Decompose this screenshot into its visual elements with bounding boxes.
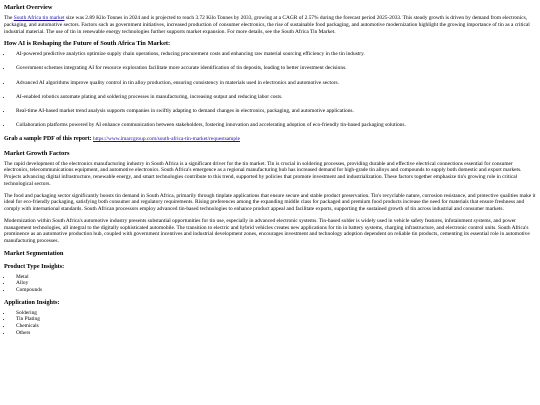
list-item: • Real-time AI-based market trend analysis supports companies in swiftly adapting to demand changes in electronics, packaging, and automotive applications. (12, 108, 536, 115)
sample-pdf-link[interactable]: https://www.imarcgroup.com/south-africa-tin-market/requestsample (93, 136, 240, 143)
growth-factors-heading: Market Growth Factors (4, 149, 70, 157)
growth-paragraph-automotive: Modernization within South Africa's automotive industry presents substantial opportunities for tin use, especially in advanced electronic systems. Tin-based solder is widely used in vehicle safety features, infotainment systems, and power management technologies, all integral to the digitally sophisticated automobile. The transition to electric and hybrid vehicles creates new applications for tin in battery systems, charging infrastructure, and electronic control units. South Africa's prominence as an automotive production hub, coupled with government incentives and industrial development zones, encourages investment and technology adoption dependent on reliable tin products, cementing its essential role in automotive manufacturing processes. (4, 217, 530, 245)
list-item: • Chemicals (12, 323, 536, 330)
market-overview-paragraph (4, 15, 536, 35)
ai-list (4, 51, 536, 128)
application-list (4, 310, 536, 337)
list-item: • Government schemes integrating AI for resource exploration facilitate more accurate identification of tin deposits, leading to better investment decisions. (12, 65, 536, 72)
list-item: • Soldering (12, 310, 536, 317)
product-type-heading: Product Type Insights: (4, 262, 65, 270)
sample-pdf-label: Grab a sample PDF of this report: (4, 136, 92, 143)
market-overview-heading: Market Overview (4, 4, 53, 11)
list-item: • AI-powered predictive analytics optimize supply chain operations, reducing procurement costs and enhancing raw material sourcing efficiency in the tin industry. (12, 51, 536, 58)
overview-body: size was 2.89 Kilo Tonnes in 2024 and is projected to reach 3.72 Kilo Tonnes by 2033, growing at a CAGR of 2.57% during the forecast period 2025-2033. This steady growth is driven by demand from electronics, packaging, and automotive sectors. Factors such as government initiatives, increased production of consumer electronics, the rise of sustainable food packaging, and automotive modernization highlight the growing importance of tin as a critical industrial material. The use of tin in renewable energy technologies further supports market expansion. For more details, see the South Africa Tin Market. (4, 15, 530, 35)
ai-section-heading: How AI is Reshaping the Future of South Africa Tin Market: (4, 40, 171, 48)
list-item: • Alloy (12, 280, 536, 287)
growth-paragraph-electronics: The rapid development of the electronics manufacturing industry in South Africa is a significant driver for the tin market. Tin is crucial in soldering processes, providing durable and effective electrical connections essential for consumer electronics, telecommunications equipment, and automotive electronics. South Africa's emergence as a regional manufacturing hub has increased demand for high-grade tin alloys and compounds to supply both domestic and export markets. Projects advancing digital infrastructure, renewable energy, and smart technologies contribute to this trend, supported by policies that promote investment and industrialization. These factors together emphasize tin's growing role in critical technological sectors. (4, 160, 522, 187)
list-item: • AI-enabled robotics automate plating and soldering processes in manufacturing, increasing output and reducing labor costs. (12, 94, 536, 101)
list-item: • Compounds (12, 287, 536, 294)
list-item: • Advanced AI algorithms improve quality control in tin alloy production, ensuring consistency in materials used in electronics and automotive sectors. (12, 80, 536, 87)
intro-the: The (4, 15, 14, 21)
market-segmentation-heading: Market Segmentation (4, 249, 64, 257)
sample-pdf-line (4, 136, 536, 144)
application-heading: Application Insights: (4, 298, 60, 306)
list-item: • Others (12, 330, 536, 337)
list-item: • Tin Plating (12, 316, 536, 323)
product-type-list (4, 274, 536, 294)
list-item: • Collaboration platforms powered by AI enhance communication between stakeholders, fostering innovation and accelerating adoption of eco-friendly tin-based packaging solutions. (12, 122, 536, 129)
south-africa-tin-market-link[interactable]: South Africa tin market (13, 15, 65, 21)
list-item: • Metal (12, 274, 536, 281)
growth-paragraph-packaging: The food and packaging sector significantly boosts tin demand in South Africa, primarily through tinplate applications that ensure secure and stable product preservation. Tin's recyclable nature, corrosion resistance, and protective qualities make it ideal for eco-friendly packaging, satisfying both consumer and regulatory requirements. Rising preferences among the expanding middle class for packaged and premium food products increase the need for materials that ensure freshness and comply with international standards. South African processors employ advanced tin-based technologies to enhance product appeal and facilitate exports, supporting the sustained growth of tin across industrial and consumer markets. (4, 192, 536, 213)
